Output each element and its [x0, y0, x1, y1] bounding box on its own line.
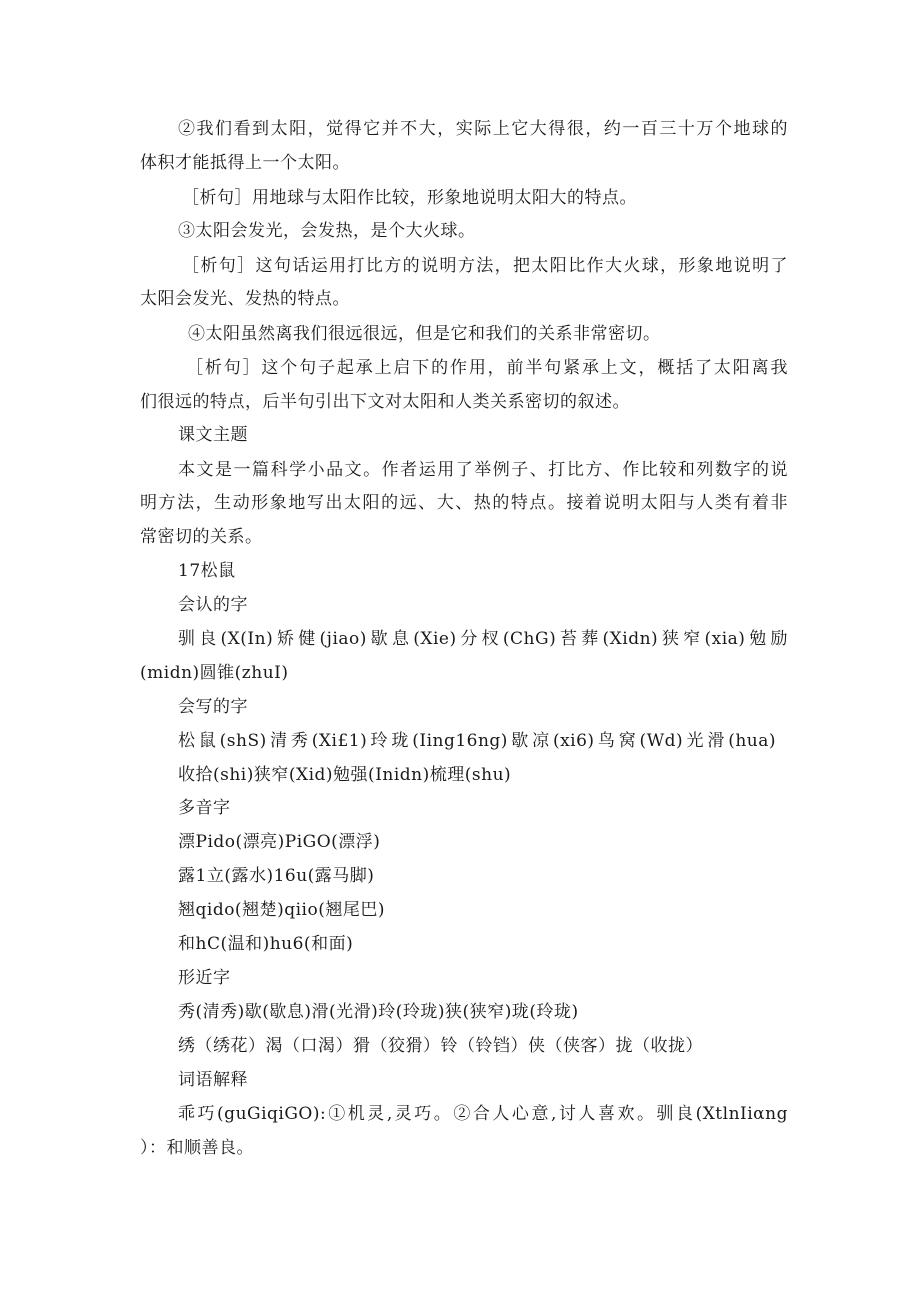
text-line: ④太阳虽然离我们很远很远，但是它和我们的关系非常密切。 [188, 324, 661, 344]
analysis-line: ［析句］这句话运用打比方的说明方法，把太阳比作大火球，形象地说明了 [182, 256, 788, 276]
section-heading: 会认的字 [178, 595, 248, 615]
section-heading: 会写的字 [178, 697, 248, 717]
vocab-line: 驯良(X(In)矫健(jiao)歇息(Xie)分杈(ChG)苔葬(Xidn)狭窄(xia)勉励 [178, 629, 788, 649]
vocab-line: 漂Pido(漂亮)PiGO(漂浮) [178, 832, 381, 852]
vocab-line: 露1立(露水)16u(露马脚) [178, 866, 375, 886]
vocab-line: 松鼠(shS)清秀(Xi£1)玲珑(Iing16ng)歇凉(xi6)鸟窝(Wd)光滑(hua) [178, 731, 776, 751]
text-line: 明方法，生动形象地写出太阳的远、大、热的特点。接着说明太阳与人类有着非 [140, 493, 788, 513]
text-line: 们很远的特点，后半句引出下文对太阳和人类关系密切的叙述。 [140, 392, 630, 412]
vocab-line: 秀(清秀)歇(歇息)滑(光滑)玲(玲珑)狭(狭窄)珑(玲珑) [178, 1002, 579, 1022]
text-line: 体积才能抵得上一个太阳。 [140, 153, 350, 173]
section-heading: 课文主题 [178, 425, 248, 445]
definition-line: ）：和顺善良。 [140, 1138, 254, 1158]
vocab-line: 和hC(温和)hu6(和面) [178, 934, 354, 954]
section-heading: 形近字 [178, 968, 231, 988]
analysis-line: ［析句］用地球与太阳作比较，形象地说明太阳大的特点。 [182, 188, 637, 208]
section-heading: 多音字 [178, 798, 231, 818]
lesson-title: 17松鼠 [178, 561, 236, 581]
section-heading: 词语解释 [178, 1070, 248, 1090]
vocab-line: (midn)圆锥(zhuI) [140, 663, 289, 683]
text-line: ③太阳会发光，会发热，是个大火球。 [178, 221, 476, 241]
text-line: 太阳会发光、发热的特点。 [140, 289, 350, 309]
analysis-line: ［析句］这个句子起承上启下的作用，前半句紧承上文，概括了太阳离我 [186, 358, 788, 378]
definition-line: 乖巧(guGiqiGO):①机灵,灵巧。②合人心意,讨人喜欢。驯良(XtlnIiαng [178, 1104, 788, 1124]
text-line: ②我们看到太阳，觉得它并不大，实际上它大得很，约一百三十万个地球的 [178, 119, 788, 139]
text-line: 常密切的关系。 [140, 527, 263, 547]
text-line: 本文是一篇科学小品文。作者运用了举例子、打比方、作比较和列数字的说 [178, 460, 788, 480]
vocab-line: 翘qido(翘楚)qiio(翘尾巴) [178, 900, 385, 920]
vocab-line: 收拾(shi)狭窄(Xid)勉强(Inidn)梳理(shu) [178, 765, 512, 785]
vocab-line: 绣（绣花）渴（口渴）猾（狡猾）铃（铃铛）侠（侠客）拢（收拢） [178, 1036, 703, 1056]
